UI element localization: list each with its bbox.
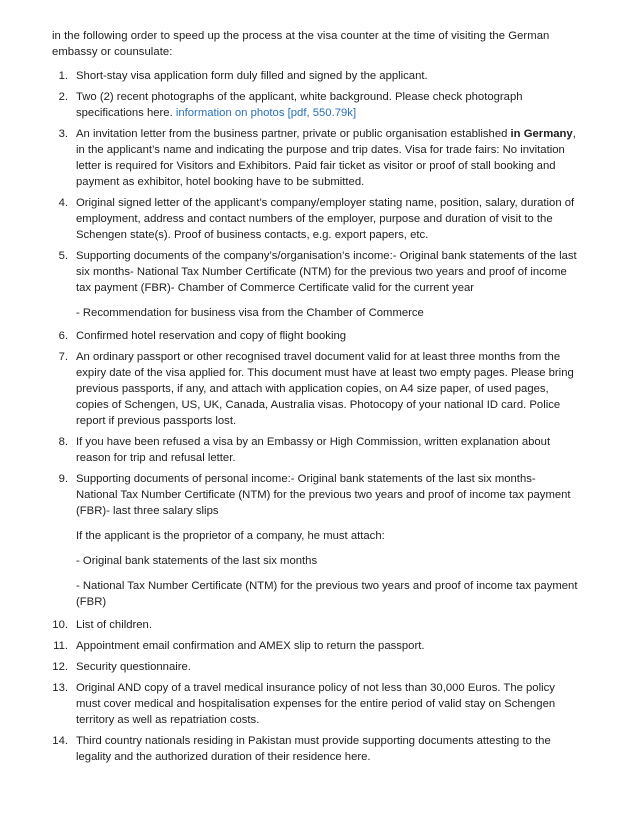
item-text-wrap <box>76 248 578 323</box>
item-text: An ordinary passport or other recognised travel document valid for at least three months from the expiry date of the visa applied for. This document must have at least two empty pages. Please bring previous passports, if any, and attach with application copies, on A4 size paper, of used pages, copies of Schengen, US, UK, Canada, Australia visas. Photocopy of your national ID card. Police report if previous passports lost. <box>76 351 574 427</box>
item-text: Two (2) recent photographs of the applicant, white background. Please check photograph specifications here. <box>76 91 523 119</box>
item-text-wrap <box>76 328 578 344</box>
item-text: Supporting documents of the company’s/organisation’s income:- Original bank statements of the last six months- National Tax Number Certificate (NTM) for the previous two years and proof of income tax payment (FBR)- Chamber of Commerce Certificate valid for the current year <box>76 250 577 294</box>
list-item-10 <box>52 617 578 633</box>
item-text-wrap <box>76 638 578 654</box>
item-text-wrap <box>76 89 578 121</box>
list-item-13 <box>52 680 578 728</box>
item-text-wrap <box>76 349 578 429</box>
item-text: Third country nationals residing in Pakistan must provide supporting documents attesting to the legality and the authorized duration of their residence here. <box>76 735 551 763</box>
item-number: 3. <box>58 128 68 140</box>
item-text-wrap <box>76 733 578 765</box>
list-item-12 <box>52 659 578 675</box>
item-number: 4. <box>58 197 68 209</box>
item-number: 1. <box>58 70 68 82</box>
list-item-6 <box>52 328 578 344</box>
list-item-7 <box>52 349 578 429</box>
item-text: Security questionnaire. <box>76 661 191 673</box>
item-text: An invitation letter from the business partner, private or public organisation established <box>76 128 511 140</box>
item-number: 14. <box>52 735 68 747</box>
item-number: 11. <box>53 640 68 652</box>
list-item-3 <box>52 126 578 190</box>
list-item-9 <box>52 471 578 612</box>
item-text: List of children. <box>76 619 152 631</box>
list-item-1 <box>52 68 578 84</box>
item-text: Confirmed hotel reservation and copy of flight booking <box>76 330 347 342</box>
item-text-wrap <box>76 126 578 190</box>
item-number: 13. <box>52 682 68 694</box>
item-text-wrap <box>76 680 578 728</box>
list-item-11 <box>52 638 578 654</box>
item-sub-paragraph: - Recommendation for business visa from the Chamber of Commerce <box>76 307 424 319</box>
item-bold-text: in Germany <box>510 128 573 140</box>
list-item-5 <box>52 248 578 323</box>
item-number: 8. <box>58 436 68 448</box>
item-text: Supporting documents of personal income:- Original bank statements of the last six months- National Tax Number Certificate (NTM) for the previous two years and proof of income tax payment (FBR)- last three salary slips <box>76 473 571 517</box>
item-number: 12. <box>52 661 68 673</box>
list-item-14 <box>52 733 578 765</box>
list-item-4 <box>52 195 578 243</box>
item-sub-paragraph: - Original bank statements of the last six months <box>76 555 318 567</box>
item-text: Original signed letter of the applicant’s company/employer stating name, position, salary, duration of employment, address and contact numbers of the employer, purpose and duration of visit to the Schengen state(s). Proof of business contacts, e.g. export papers, etc. <box>76 197 575 241</box>
item-text: Appointment email confirmation and AMEX slip to return the passport. <box>76 640 425 652</box>
list-item-2 <box>52 89 578 121</box>
item-text-wrap <box>76 68 578 84</box>
item-text-wrap <box>76 195 578 243</box>
item-number: 6. <box>58 330 68 342</box>
item-text-wrap <box>76 659 578 675</box>
item-text-wrap <box>76 434 578 466</box>
item-number: 9. <box>58 473 68 485</box>
requirements-list <box>52 68 578 765</box>
photo-info-link[interactable]: information on photos [pdf, 550.79k] <box>175 107 357 119</box>
item-number: 2. <box>58 91 68 103</box>
intro-paragraph: in the following order to speed up the process at the visa counter at the time of visiting the German embassy or counsulate: <box>52 30 550 58</box>
item-text: Original AND copy of a travel medical insurance policy of not less than 30,000 Euros. The policy must cover medical and hospitalisation expenses for the entire period of valid stay on Schengen territory as well as repatriation costs. <box>76 682 556 726</box>
item-number: 7. <box>58 351 68 363</box>
item-text-wrap <box>76 617 578 633</box>
item-text: Short-stay visa application form duly filled and signed by the applicant. <box>76 70 428 82</box>
item-sub-paragraph: If the applicant is the proprietor of a company, he must attach: <box>76 530 385 542</box>
item-text-wrap <box>76 471 578 612</box>
item-sub-paragraph: - National Tax Number Certificate (NTM) for the previous two years and proof of income tax payment (FBR) <box>76 580 578 608</box>
item-number: 5. <box>58 250 68 262</box>
list-item-8 <box>52 434 578 466</box>
item-text-cont: , in the applicant’s name and indicating the purpose and trip dates. Visa for trade fairs: No invitation letter is required for Visitors and Exhibitors. Paid fair ticket as visitor or proof of stall booking and payment as exhibitor, hotel booking have to be submitted. <box>76 128 576 188</box>
item-text: If you have been refused a visa by an Embassy or High Commission, written explanation about reason for trip and refusal letter. <box>76 436 551 464</box>
item-number: 10. <box>52 619 68 631</box>
